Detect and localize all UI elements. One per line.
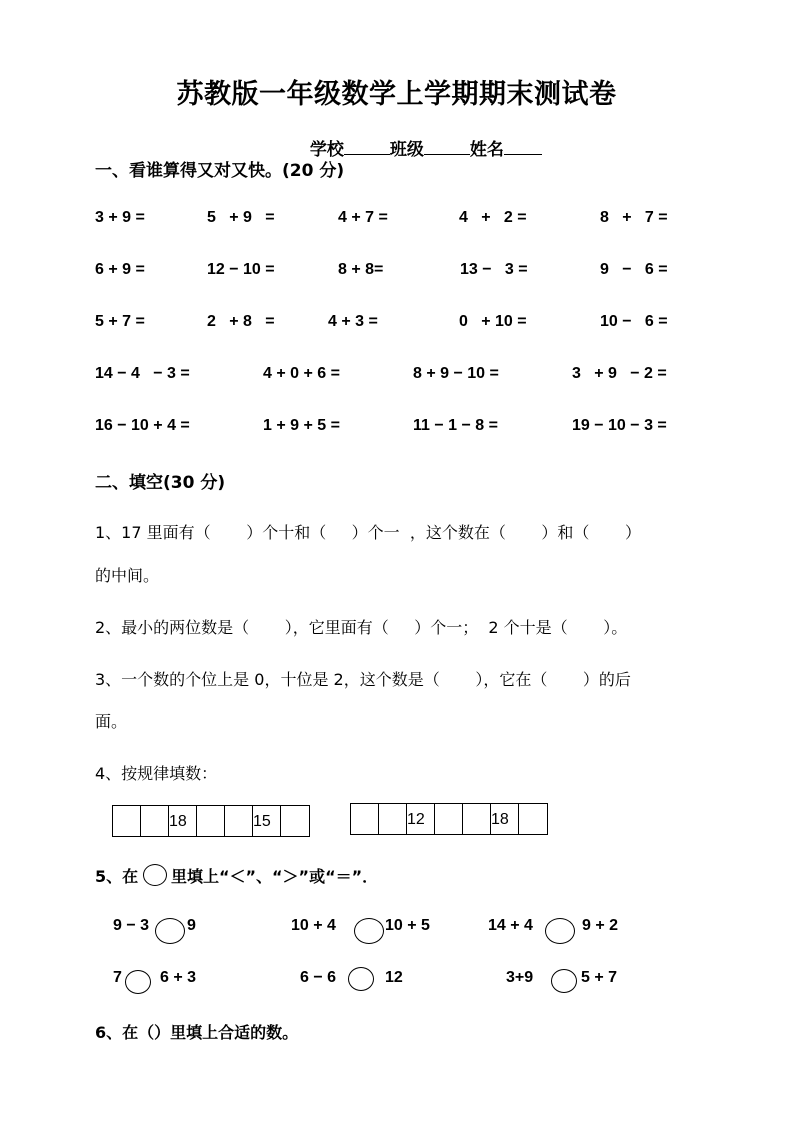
equation: 0 + 10 = (459, 313, 527, 330)
equation: 16 − 10 + 4 = (95, 417, 190, 434)
compare-circle[interactable] (545, 918, 575, 944)
compare-right: 12 (385, 969, 403, 986)
equation: 11 − 1 − 8 = (413, 417, 498, 434)
name-blank[interactable] (504, 138, 542, 155)
equation: 4 + 7 = (338, 209, 388, 226)
equation: 3 + 9 − 2 = (572, 365, 667, 382)
compare-left: 10 + 4 (291, 917, 336, 934)
sequence-cell[interactable] (281, 806, 309, 836)
sequence-cell[interactable] (141, 806, 169, 836)
compare-circle[interactable] (155, 918, 185, 944)
section1-heading: 一、看谁算得又对又快。(20 分) (95, 161, 345, 181)
header-fields (298, 115, 542, 160)
sequence-cell[interactable] (197, 806, 225, 836)
compare-left: 9 − 3 (113, 917, 150, 934)
equation: 14 − 4 − 3 = (95, 365, 190, 382)
sequence-cell: 18 (491, 804, 519, 834)
compare-right: 9 (187, 917, 196, 934)
equation: 5 + 7 = (95, 313, 145, 330)
compare-circle[interactable] (125, 970, 151, 994)
question-4: 4、按规律填数： (95, 764, 218, 783)
sequence-cell[interactable] (519, 804, 547, 834)
compare-left: 14 + 4 (488, 917, 533, 934)
sequence-cell[interactable] (225, 806, 253, 836)
class-blank[interactable] (424, 138, 470, 155)
sequence-cell[interactable] (113, 806, 141, 836)
school-blank[interactable] (344, 138, 390, 155)
equation: 12 − 10 = (207, 261, 275, 278)
question-1-cont: 的中间。 (95, 566, 160, 585)
equation: 4 + 0 + 6 = (263, 365, 340, 382)
sequence-cell[interactable] (351, 804, 379, 834)
compare-circle[interactable] (348, 967, 374, 991)
equation: 1 + 9 + 5 = (263, 417, 340, 434)
equation: 5 + 9 = (207, 209, 275, 226)
equation: 13 − 3 = (460, 261, 528, 278)
equation: 10 − 6 = (600, 313, 668, 330)
question-1: 1、17 里面有（ ）个十和（ ）个一 ，这个数在（ ）和（ ） (95, 523, 642, 542)
section2-heading: 二、填空(30 分) (95, 473, 226, 493)
equation: 19 − 10 − 3 = (572, 417, 667, 434)
question-5-prefix: 5、在 (95, 867, 139, 886)
name-label: 姓名 (469, 140, 504, 160)
question-2: 2、最小的两位数是（ ），它里面有（ ）个一； 2 个十是（ ）。 (95, 618, 628, 637)
school-label: 学校 (309, 140, 344, 160)
equation: 6 + 9 = (95, 261, 145, 278)
compare-right: 9 + 2 (582, 917, 619, 934)
compare-right: 10 + 5 (385, 917, 430, 934)
equation: 8 + 8= (338, 261, 384, 278)
sequence-cell: 12 (407, 804, 435, 834)
compare-left: 6 − 6 (300, 969, 337, 986)
sequence-cell[interactable] (379, 804, 407, 834)
compare-left: 7 (113, 969, 122, 986)
sequence-cell: 18 (169, 806, 197, 836)
sequence-cell[interactable] (435, 804, 463, 834)
question-5-suffix: 里填上“＜”、“＞”或“＝”． (171, 867, 379, 886)
equation: 4 + 2 = (459, 209, 527, 226)
question-6: 6、在（）里填上合适的数。 (95, 1023, 299, 1042)
equation: 9 − 6 = (600, 261, 668, 278)
compare-left: 3+9 (506, 969, 534, 986)
equation: 2 + 8 = (207, 313, 275, 330)
compare-right: 5 + 7 (581, 969, 618, 986)
equation: 8 + 9 − 10 = (413, 365, 499, 382)
equation: 4 + 3 = (328, 313, 378, 330)
class-label: 班级 (389, 140, 424, 160)
sequence-cell[interactable] (463, 804, 491, 834)
equation: 3 + 9 = (95, 209, 145, 226)
compare-right: 6 + 3 (160, 969, 197, 986)
compare-circle[interactable] (551, 969, 577, 993)
sequence-boxes-2 (350, 803, 548, 835)
sequence-boxes-1 (112, 805, 310, 837)
circle-icon (143, 864, 167, 886)
sequence-cell: 15 (253, 806, 281, 836)
question-3: 3、一个数的个位上是 0，十位是 2，这个数是（ ），它在（ ）的后 (95, 670, 631, 689)
page-title: 苏教版一年级数学上学期期末测试卷 (176, 79, 617, 110)
question-3-cont: 面。 (95, 712, 128, 731)
equation: 8 + 7 = (600, 209, 668, 226)
compare-circle[interactable] (354, 918, 384, 944)
